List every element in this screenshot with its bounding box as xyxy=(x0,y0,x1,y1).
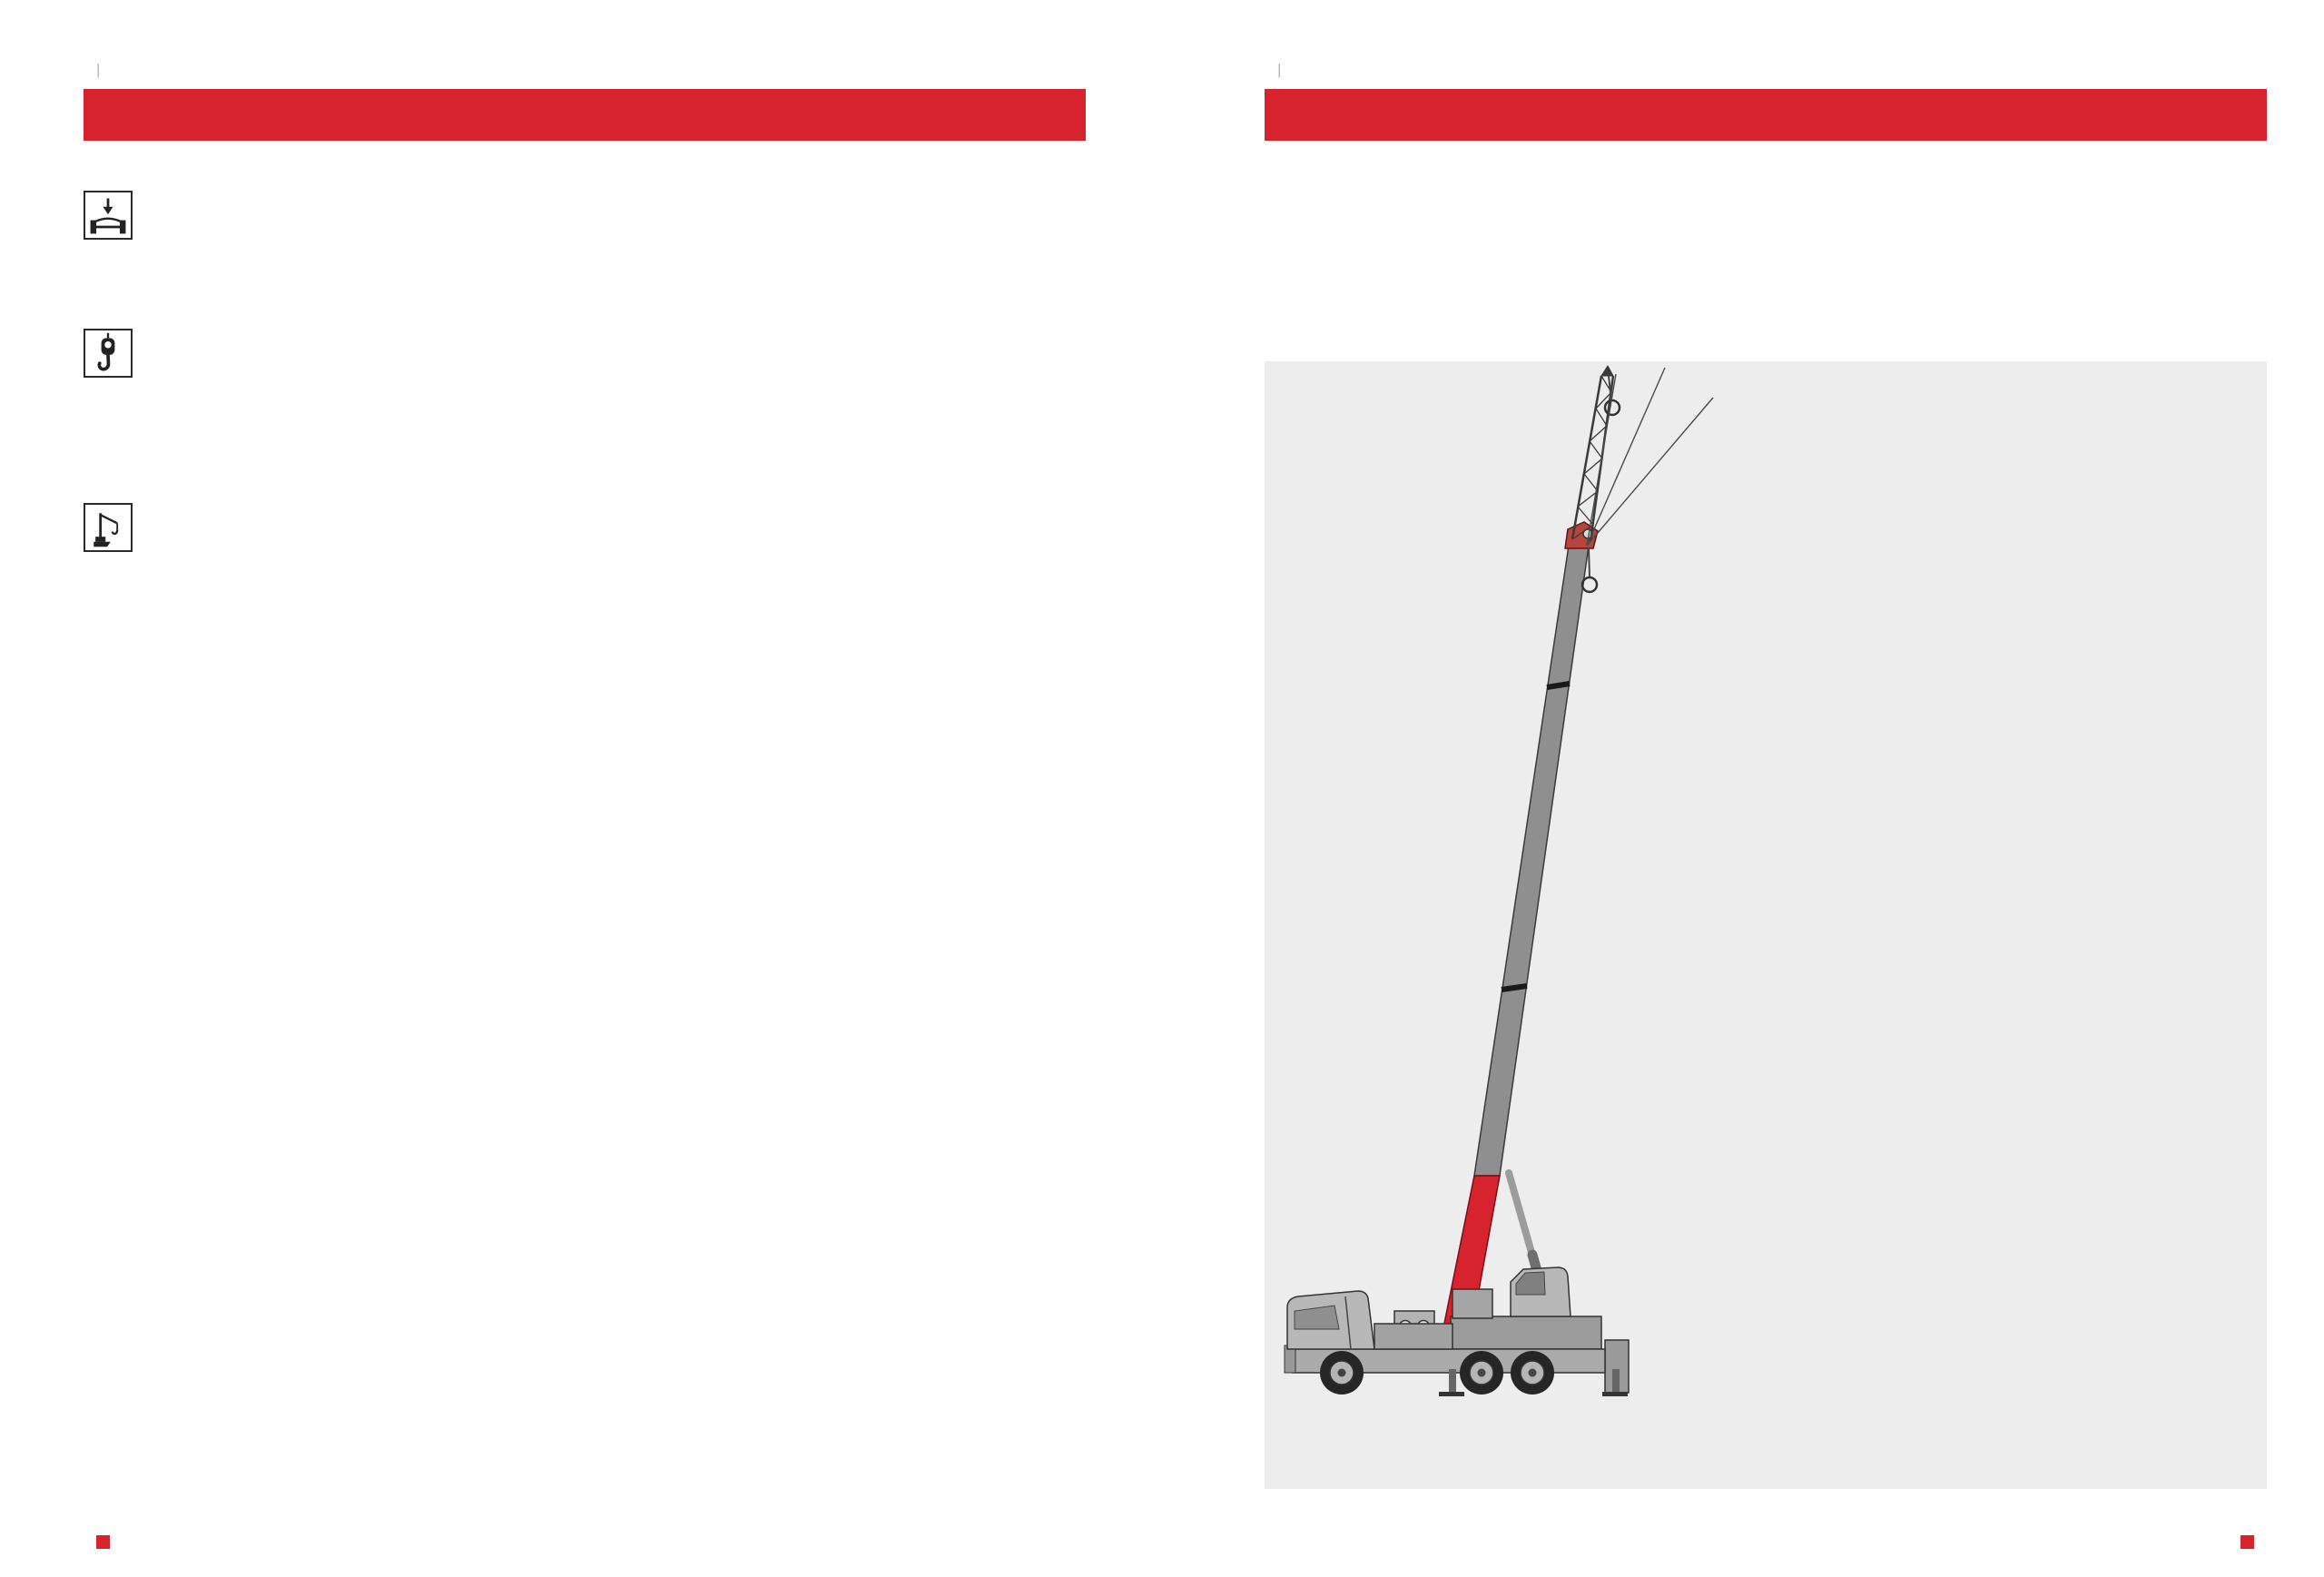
superstructure-deck xyxy=(1451,1316,1601,1349)
boom-upper-sections xyxy=(1474,546,1589,1176)
boom-joint-mark xyxy=(1547,684,1570,687)
boom-hoist-line xyxy=(1589,548,1590,577)
engine-deck xyxy=(1374,1324,1452,1349)
load-chart xyxy=(1265,361,2267,1489)
model-line xyxy=(1265,60,2267,84)
footer-brand-square xyxy=(2240,1535,2254,1549)
operations-section-head xyxy=(84,503,1086,552)
outrigger-jack xyxy=(1612,1369,1620,1393)
axle-load-section-head xyxy=(84,191,1086,240)
footer-left xyxy=(84,1531,123,1552)
operations-icon xyxy=(84,503,133,552)
boom-hook-icon xyxy=(1582,577,1597,592)
jib-hook-icon xyxy=(1605,400,1620,415)
crane-illustration xyxy=(1285,366,1713,1396)
hook-icon xyxy=(84,329,133,378)
boom-joint-mark xyxy=(1502,986,1527,990)
counterweight xyxy=(1452,1289,1492,1318)
lattice-jib xyxy=(1572,366,1613,541)
jib-angle-lines xyxy=(1587,368,1713,546)
hook-section-head xyxy=(84,329,1086,378)
separator: | xyxy=(1277,61,1282,78)
footer-brand-square xyxy=(96,1535,110,1549)
page-operating-range xyxy=(1162,0,2324,1577)
separator: | xyxy=(96,61,101,78)
footer-right xyxy=(2228,1531,2267,1552)
page-title-banner xyxy=(84,89,1086,141)
outrigger-pad xyxy=(1602,1392,1628,1396)
outrigger-pad xyxy=(1439,1392,1464,1396)
page-title-banner xyxy=(1265,89,2267,141)
model-line xyxy=(84,60,1086,84)
outrigger-jack xyxy=(1449,1369,1456,1393)
axle-load-icon xyxy=(84,191,133,240)
operating-range-chart xyxy=(1265,361,2267,1489)
